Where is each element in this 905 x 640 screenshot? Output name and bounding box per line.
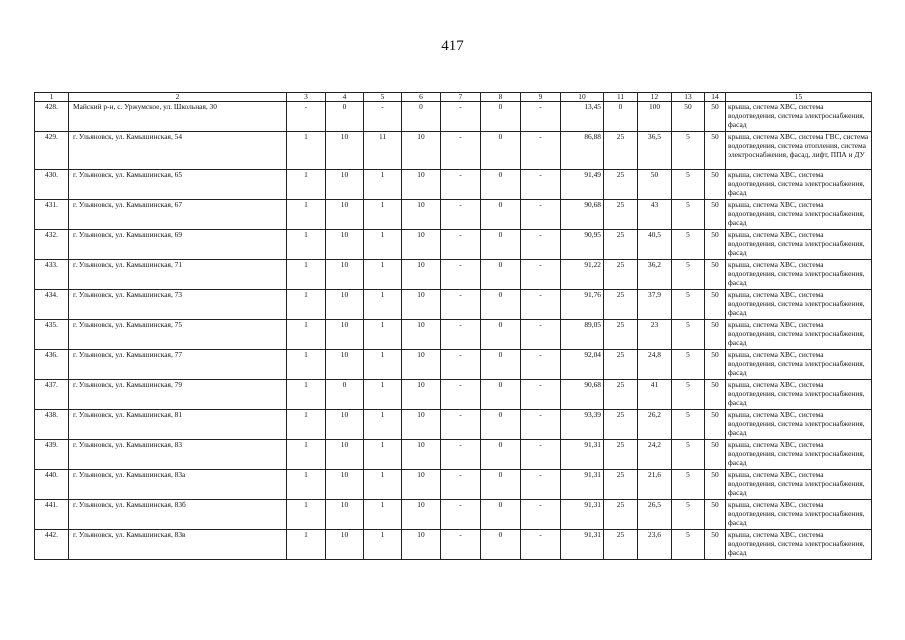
col-7-cell: - [441, 260, 481, 290]
col-3-cell: 1 [287, 170, 326, 200]
col-14-cell: 50 [705, 410, 726, 440]
col-12-cell: 23,6 [638, 530, 672, 560]
table-row [35, 230, 872, 260]
col-9-cell: - [521, 320, 561, 350]
col-14-cell: 50 [705, 380, 726, 410]
repair-works-cell: крыша, система ХВС, система водоотведения, система электроснабжения, фасад [726, 350, 872, 380]
col-12-cell: 24,2 [638, 440, 672, 470]
col-4-cell: 10 [326, 170, 364, 200]
col-5-cell: - [364, 102, 402, 132]
address-cell: г. Ульяновск, ул. Камышинская, 83в [69, 530, 287, 560]
col-13-cell: 5 [672, 410, 705, 440]
repair-works-cell: крыша, система ХВС, система водоотведения, система электроснабжения, фасад [726, 470, 872, 500]
col-7-cell: - [441, 320, 481, 350]
col-11-cell: 25 [604, 200, 638, 230]
col-11-cell: 25 [604, 380, 638, 410]
table-row [35, 260, 872, 290]
table-row [35, 132, 872, 170]
col-10-cell: 92,04 [561, 350, 604, 380]
column-number-9: 9 [521, 93, 561, 102]
col-12-cell: 50 [638, 170, 672, 200]
col-5-cell: 1 [364, 170, 402, 200]
col-7-cell: - [441, 290, 481, 320]
col-6-cell: 10 [402, 440, 441, 470]
col-11-cell: 25 [604, 170, 638, 200]
col-8-cell: 0 [481, 530, 521, 560]
address-cell: г. Ульяновск, ул. Камышинская, 69 [69, 230, 287, 260]
col-5-cell: 1 [364, 380, 402, 410]
table-row [35, 170, 872, 200]
col-8-cell: 0 [481, 350, 521, 380]
col-14-cell: 50 [705, 200, 726, 230]
col-9-cell: - [521, 440, 561, 470]
col-7-cell: - [441, 170, 481, 200]
col-4-cell: 10 [326, 320, 364, 350]
col-6-cell: 10 [402, 230, 441, 260]
col-10-cell: 91,22 [561, 260, 604, 290]
col-4-cell: 10 [326, 260, 364, 290]
col-12-cell: 43 [638, 200, 672, 230]
address-cell: г. Ульяновск, ул. Камышинская, 75 [69, 320, 287, 350]
col-12-cell: 40,5 [638, 230, 672, 260]
col-12-cell: 37,9 [638, 290, 672, 320]
col-13-cell: 5 [672, 440, 705, 470]
col-6-cell: 10 [402, 260, 441, 290]
col-14-cell: 50 [705, 500, 726, 530]
row-number-cell: 437. [35, 380, 69, 410]
row-number-cell: 441. [35, 500, 69, 530]
column-number-3: 3 [287, 93, 326, 102]
col-4-cell: 10 [326, 132, 364, 170]
col-7-cell: - [441, 102, 481, 132]
col-10-cell: 91,31 [561, 530, 604, 560]
col-14-cell: 50 [705, 260, 726, 290]
col-11-cell: 25 [604, 260, 638, 290]
col-6-cell: 10 [402, 470, 441, 500]
address-cell: г. Ульяновск, ул. Камышинская, 67 [69, 200, 287, 230]
row-number-cell: 432. [35, 230, 69, 260]
col-9-cell: - [521, 290, 561, 320]
col-14-cell: 50 [705, 350, 726, 380]
col-8-cell: 0 [481, 470, 521, 500]
col-10-cell: 90,68 [561, 380, 604, 410]
col-7-cell: - [441, 200, 481, 230]
table-row [35, 470, 872, 500]
table-row [35, 530, 872, 560]
repair-works-cell: крыша, система ХВС, система водоотведения, система электроснабжения, фасад [726, 290, 872, 320]
col-5-cell: 1 [364, 500, 402, 530]
col-5-cell: 1 [364, 320, 402, 350]
repair-works-cell: крыша, система ХВС, система водоотведения, система электроснабжения, фасад [726, 530, 872, 560]
column-number-11: 11 [604, 93, 638, 102]
col-11-cell: 25 [604, 350, 638, 380]
repair-works-cell: крыша, система ХВС, система водоотведения, система электроснабжения, фасад [726, 380, 872, 410]
row-number-cell: 430. [35, 170, 69, 200]
col-3-cell: 1 [287, 380, 326, 410]
col-5-cell: 1 [364, 470, 402, 500]
address-cell: г. Ульяновск, ул. Камышинская, 83 [69, 440, 287, 470]
address-cell: г. Ульяновск, ул. Камышинская, 83б [69, 500, 287, 530]
col-4-cell: 10 [326, 230, 364, 260]
col-8-cell: 0 [481, 320, 521, 350]
col-8-cell: 0 [481, 132, 521, 170]
address-cell: г. Ульяновск, ул. Камышинская, 77 [69, 350, 287, 380]
address-cell: г. Ульяновск, ул. Камышинская, 79 [69, 380, 287, 410]
col-3-cell: 1 [287, 470, 326, 500]
col-4-cell: 10 [326, 410, 364, 440]
col-10-cell: 91,31 [561, 500, 604, 530]
col-12-cell: 41 [638, 380, 672, 410]
col-5-cell: 1 [364, 290, 402, 320]
col-14-cell: 50 [705, 440, 726, 470]
col-12-cell: 21,6 [638, 470, 672, 500]
table-row [35, 200, 872, 230]
col-8-cell: 0 [481, 290, 521, 320]
col-13-cell: 5 [672, 500, 705, 530]
repair-works-cell: крыша, система ХВС, система водоотведения, система электроснабжения, фасад [726, 500, 872, 530]
col-13-cell: 5 [672, 380, 705, 410]
col-5-cell: 1 [364, 200, 402, 230]
col-6-cell: 10 [402, 350, 441, 380]
col-10-cell: 91,76 [561, 290, 604, 320]
col-3-cell: 1 [287, 530, 326, 560]
col-6-cell: 10 [402, 132, 441, 170]
col-3-cell: 1 [287, 132, 326, 170]
col-8-cell: 0 [481, 200, 521, 230]
repair-works-cell: крыша, система ХВС, система водоотведения, система электроснабжения, фасад [726, 320, 872, 350]
address-cell: Майский р-н, с. Уржумское, ул. Школьная, 30 [69, 102, 287, 132]
address-cell: г. Ульяновск, ул. Камышинская, 65 [69, 170, 287, 200]
col-9-cell: - [521, 380, 561, 410]
row-number-cell: 431. [35, 200, 69, 230]
col-3-cell: 1 [287, 200, 326, 230]
col-4-cell: 10 [326, 290, 364, 320]
col-12-cell: 36,5 [638, 132, 672, 170]
col-12-cell: 100 [638, 102, 672, 132]
col-3-cell: 1 [287, 320, 326, 350]
col-7-cell: - [441, 410, 481, 440]
col-10-cell: 93,39 [561, 410, 604, 440]
col-9-cell: - [521, 102, 561, 132]
col-7-cell: - [441, 440, 481, 470]
col-14-cell: 50 [705, 290, 726, 320]
col-7-cell: - [441, 230, 481, 260]
page-number: 417 [441, 38, 464, 54]
row-number-cell: 429. [35, 132, 69, 170]
col-4-cell: 0 [326, 380, 364, 410]
col-11-cell: 25 [604, 320, 638, 350]
col-14-cell: 50 [705, 102, 726, 132]
address-cell: г. Ульяновск, ул. Камышинская, 73 [69, 290, 287, 320]
column-number-5: 5 [364, 93, 402, 102]
col-10-cell: 13,45 [561, 102, 604, 132]
col-14-cell: 50 [705, 230, 726, 260]
repair-works-cell: крыша, система ХВС, система водоотведения, система электроснабжения, фасад [726, 260, 872, 290]
col-13-cell: 5 [672, 290, 705, 320]
col-13-cell: 5 [672, 260, 705, 290]
col-6-cell: 10 [402, 380, 441, 410]
col-11-cell: 25 [604, 410, 638, 440]
row-number-cell: 442. [35, 530, 69, 560]
column-number-6: 6 [402, 93, 441, 102]
column-number-15: 15 [726, 93, 872, 102]
col-6-cell: 0 [402, 102, 441, 132]
col-4-cell: 0 [326, 102, 364, 132]
row-number-cell: 439. [35, 440, 69, 470]
col-9-cell: - [521, 170, 561, 200]
col-7-cell: - [441, 530, 481, 560]
col-6-cell: 10 [402, 170, 441, 200]
col-13-cell: 5 [672, 132, 705, 170]
col-8-cell: 0 [481, 380, 521, 410]
address-cell: г. Ульяновск, ул. Камышинская, 83а [69, 470, 287, 500]
col-4-cell: 10 [326, 470, 364, 500]
address-cell: г. Ульяновск, ул. Камышинская, 71 [69, 260, 287, 290]
repair-works-cell: крыша, система ХВС, система ГВС, система водоотведения, система отопления, система электроснабжения, фасад, лифт, ППА и ДУ [726, 132, 872, 170]
col-9-cell: - [521, 500, 561, 530]
col-4-cell: 10 [326, 200, 364, 230]
col-14-cell: 50 [705, 320, 726, 350]
table-row [35, 320, 872, 350]
table-row [35, 410, 872, 440]
col-3-cell: 1 [287, 260, 326, 290]
row-number-cell: 433. [35, 260, 69, 290]
col-3-cell: 1 [287, 410, 326, 440]
col-10-cell: 91,49 [561, 170, 604, 200]
column-number-8: 8 [481, 93, 521, 102]
col-8-cell: 0 [481, 500, 521, 530]
col-5-cell: 11 [364, 132, 402, 170]
column-number-1: 1 [35, 93, 69, 102]
col-14-cell: 50 [705, 132, 726, 170]
col-8-cell: 0 [481, 230, 521, 260]
col-12-cell: 23 [638, 320, 672, 350]
column-number-12: 12 [638, 93, 672, 102]
col-12-cell: 36,2 [638, 260, 672, 290]
address-cell: г. Ульяновск, ул. Камышинская, 81 [69, 410, 287, 440]
col-4-cell: 10 [326, 500, 364, 530]
col-6-cell: 10 [402, 530, 441, 560]
col-13-cell: 5 [672, 530, 705, 560]
table-row [35, 102, 872, 132]
repair-works-cell: крыша, система ХВС, система водоотведения, система электроснабжения, фасад [726, 410, 872, 440]
col-11-cell: 25 [604, 290, 638, 320]
col-3-cell: - [287, 102, 326, 132]
table-row [35, 440, 872, 470]
col-10-cell: 86,88 [561, 132, 604, 170]
col-13-cell: 5 [672, 320, 705, 350]
row-number-cell: 438. [35, 410, 69, 440]
col-11-cell: 25 [604, 500, 638, 530]
col-13-cell: 5 [672, 470, 705, 500]
repair-works-cell: крыша, система ХВС, система водоотведения, система электроснабжения, фасад [726, 102, 872, 132]
col-11-cell: 25 [604, 132, 638, 170]
col-7-cell: - [441, 380, 481, 410]
col-5-cell: 1 [364, 530, 402, 560]
col-14-cell: 50 [705, 170, 726, 200]
col-9-cell: - [521, 470, 561, 500]
column-number-13: 13 [672, 93, 705, 102]
col-11-cell: 25 [604, 530, 638, 560]
col-6-cell: 10 [402, 410, 441, 440]
col-10-cell: 89,05 [561, 320, 604, 350]
col-13-cell: 5 [672, 350, 705, 380]
col-11-cell: 25 [604, 230, 638, 260]
column-number-10: 10 [561, 93, 604, 102]
col-3-cell: 1 [287, 500, 326, 530]
col-10-cell: 90,68 [561, 200, 604, 230]
column-number-row [35, 93, 872, 102]
col-3-cell: 1 [287, 230, 326, 260]
col-6-cell: 10 [402, 320, 441, 350]
col-8-cell: 0 [481, 102, 521, 132]
repair-works-cell: крыша, система ХВС, система водоотведения, система электроснабжения, фасад [726, 230, 872, 260]
col-9-cell: - [521, 132, 561, 170]
col-4-cell: 10 [326, 350, 364, 380]
col-12-cell: 26,5 [638, 500, 672, 530]
col-6-cell: 10 [402, 200, 441, 230]
col-13-cell: 50 [672, 102, 705, 132]
col-13-cell: 5 [672, 200, 705, 230]
col-11-cell: 25 [604, 470, 638, 500]
col-5-cell: 1 [364, 230, 402, 260]
col-3-cell: 1 [287, 350, 326, 380]
row-number-cell: 435. [35, 320, 69, 350]
col-6-cell: 10 [402, 290, 441, 320]
col-9-cell: - [521, 230, 561, 260]
buildings-table [34, 92, 872, 560]
col-11-cell: 25 [604, 440, 638, 470]
col-5-cell: 1 [364, 260, 402, 290]
repair-works-cell: крыша, система ХВС, система водоотведения, система электроснабжения, фасад [726, 200, 872, 230]
table-row [35, 290, 872, 320]
col-7-cell: - [441, 470, 481, 500]
row-number-cell: 434. [35, 290, 69, 320]
col-9-cell: - [521, 530, 561, 560]
column-number-7: 7 [441, 93, 481, 102]
col-9-cell: - [521, 260, 561, 290]
column-number-14: 14 [705, 93, 726, 102]
column-number-4: 4 [326, 93, 364, 102]
col-5-cell: 1 [364, 350, 402, 380]
col-3-cell: 1 [287, 290, 326, 320]
col-12-cell: 24,8 [638, 350, 672, 380]
row-number-cell: 436. [35, 350, 69, 380]
col-7-cell: - [441, 350, 481, 380]
col-8-cell: 0 [481, 260, 521, 290]
col-8-cell: 0 [481, 440, 521, 470]
col-3-cell: 1 [287, 440, 326, 470]
col-9-cell: - [521, 200, 561, 230]
col-10-cell: 91,31 [561, 470, 604, 500]
col-12-cell: 26,2 [638, 410, 672, 440]
col-10-cell: 90,95 [561, 230, 604, 260]
row-number-cell: 440. [35, 470, 69, 500]
col-13-cell: 5 [672, 230, 705, 260]
table-row [35, 380, 872, 410]
col-8-cell: 0 [481, 170, 521, 200]
repair-works-cell: крыша, система ХВС, система водоотведения, система электроснабжения, фасад [726, 440, 872, 470]
table-body [35, 102, 872, 560]
table-row [35, 500, 872, 530]
col-10-cell: 91,31 [561, 440, 604, 470]
col-5-cell: 1 [364, 440, 402, 470]
col-13-cell: 5 [672, 170, 705, 200]
address-cell: г. Ульяновск, ул. Камышинская, 54 [69, 132, 287, 170]
col-6-cell: 10 [402, 500, 441, 530]
col-5-cell: 1 [364, 410, 402, 440]
repair-works-cell: крыша, система ХВС, система водоотведения, система электроснабжения, фасад [726, 170, 872, 200]
col-14-cell: 50 [705, 470, 726, 500]
row-number-cell: 428. [35, 102, 69, 132]
col-9-cell: - [521, 410, 561, 440]
col-7-cell: - [441, 132, 481, 170]
col-8-cell: 0 [481, 410, 521, 440]
col-9-cell: - [521, 350, 561, 380]
col-4-cell: 10 [326, 530, 364, 560]
table-row [35, 350, 872, 380]
col-14-cell: 50 [705, 530, 726, 560]
col-7-cell: - [441, 500, 481, 530]
col-4-cell: 10 [326, 440, 364, 470]
column-number-2: 2 [69, 93, 287, 102]
col-11-cell: 0 [604, 102, 638, 132]
